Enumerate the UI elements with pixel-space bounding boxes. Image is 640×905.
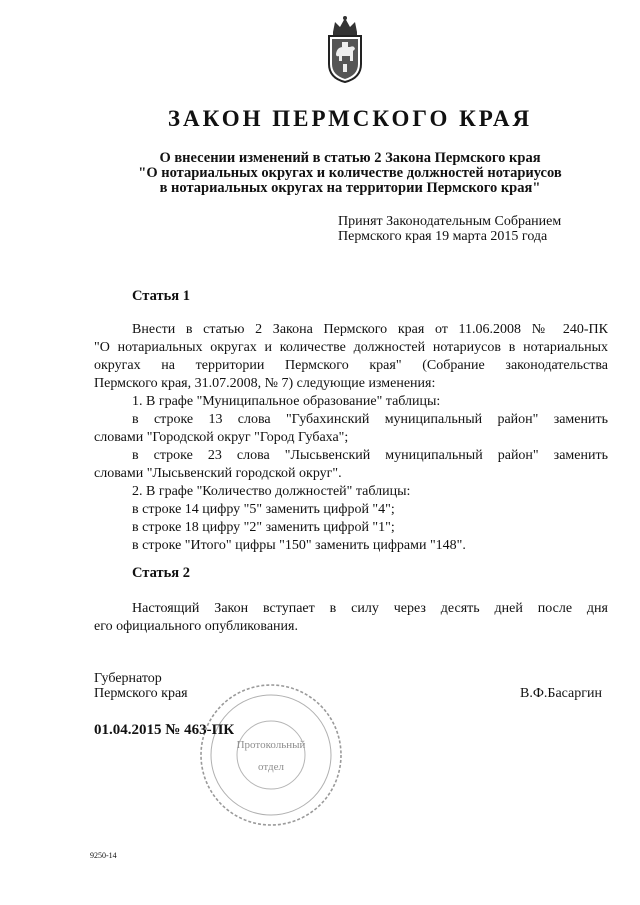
article-1-line: в строке "Итого" цифры "150" заменить цифрами "148". — [132, 538, 466, 553]
stamp-text: Протокольный — [236, 739, 306, 751]
article-1-line: "О нотариальных округах и количестве должностей нотариусов в нотариальных — [94, 340, 608, 355]
article-1-line: в строке 14 цифру "5" заменить цифрой "4"; — [132, 502, 395, 517]
stamp-text: отдел — [258, 761, 284, 773]
signatory-position — [94, 671, 188, 701]
article-1-line: округах на территории Пермского края" (Собрание законодательства — [94, 358, 608, 373]
article-2-line: его официального опубликования. — [94, 619, 298, 634]
article-1-line: в строке 13 слова "Губахинский муниципальный район" заменить — [132, 412, 608, 427]
law-number: 01.04.2015 № 463-ПК — [94, 722, 235, 738]
signatory-name: В.Ф.Басаргин — [520, 686, 602, 701]
position-line: Пермского края — [94, 686, 188, 701]
subtitle-line: "О нотариальных округах и количестве должностей нотариусов — [138, 165, 562, 181]
article-1-line: в строке 23 слова "Лысьвенский муниципальный район" заменить — [132, 448, 608, 463]
article-1-line: в строке 18 цифру "2" заменить цифрой "1"; — [132, 520, 395, 535]
subtitle-line: О внесении изменений в статью 2 Закона Пермского края — [159, 150, 541, 166]
adoption-line: Принят Законодательным Собранием — [338, 214, 562, 229]
law-title: ЗАКОН ПЕРМСКОГО КРАЯ — [167, 106, 533, 131]
article-2-line: Настоящий Закон вступает в силу через десять дней после дня — [132, 601, 608, 616]
article-1-line: Внести в статью 2 Закона Пермского края от 11.06.2008 № 240-ПК — [132, 322, 608, 337]
article-1-line: Пермского края, 31.07.2008, № 7) следующие изменения: — [94, 376, 436, 391]
law-subtitle — [130, 151, 570, 196]
article-2-heading: Статья 2 — [132, 565, 190, 581]
article-1-line: 2. В графе "Количество должностей" таблицы: — [132, 484, 411, 499]
document-number: 9250-14 — [90, 851, 117, 860]
article-1-line: словами "Городской округ "Город Губаха"; — [94, 430, 349, 445]
article-1-line: 1. В графе "Муниципальное образование" таблицы: — [132, 394, 441, 409]
adoption-line: Пермского края 19 марта 2015 года — [338, 229, 548, 244]
round-seal-stamp-icon — [196, 680, 346, 830]
article-1-line: словами "Лысьвенский городской округ". — [94, 466, 342, 481]
subtitle-line: в нотариальных округах на территории Пермского края" — [159, 180, 541, 196]
article-1-heading: Статья 1 — [132, 288, 190, 304]
position-line: Губернатор — [94, 671, 162, 686]
adoption-note — [338, 214, 561, 244]
coat-of-arms-icon — [323, 14, 367, 84]
